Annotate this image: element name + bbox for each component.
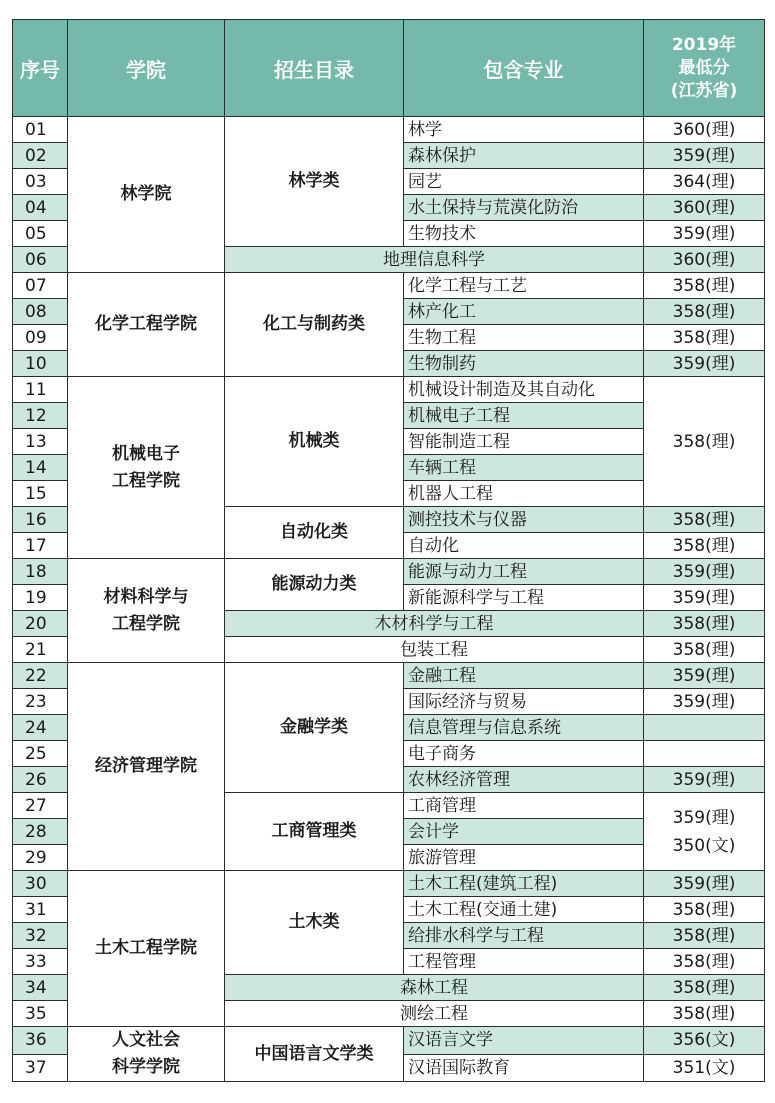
major-cell: 汉语国际教育 [404, 1054, 644, 1082]
score-cell: 358(理) [644, 377, 765, 507]
row-no: 06 [13, 247, 68, 273]
major-cell: 森林工程 [225, 975, 644, 1001]
row-no: 21 [13, 637, 68, 663]
score-cell: 359(理) [644, 351, 765, 377]
table-row [13, 273, 765, 299]
table-row [13, 377, 765, 403]
major-cell: 园艺 [404, 169, 644, 195]
row-no: 04 [13, 195, 68, 221]
score-cell: 358(理) [644, 299, 765, 325]
score-cell: 358(理) [644, 1001, 765, 1027]
row-no: 32 [13, 923, 68, 949]
college-name-line1: 人文社会 [112, 1030, 180, 1050]
college-cell: 土木工程学院 [68, 871, 225, 1027]
row-no: 07 [13, 273, 68, 299]
category-cell: 金融学类 [225, 663, 404, 793]
row-no: 31 [13, 897, 68, 923]
score-cell: 358(理) [644, 611, 765, 637]
score-cell: 360(理) [644, 247, 765, 273]
major-cell: 包装工程 [225, 637, 644, 663]
college-name-line2: 科学学院 [112, 1057, 180, 1077]
header-score-label: 最低分 [678, 57, 730, 78]
row-no: 13 [13, 429, 68, 455]
major-cell: 土木工程(建筑工程) [404, 871, 644, 897]
major-cell: 智能制造工程 [404, 429, 644, 455]
category-cell: 中国语言文学类 [225, 1027, 404, 1082]
row-no: 34 [13, 975, 68, 1001]
score-cell: 359(理) [644, 767, 765, 793]
table-row [13, 1027, 765, 1055]
major-cell: 木材科学与工程 [225, 611, 644, 637]
major-cell: 机器人工程 [404, 481, 644, 507]
score-cell [644, 715, 765, 741]
college-name-line2: 工程学院 [112, 613, 180, 634]
major-cell: 森林保护 [404, 143, 644, 169]
row-no: 12 [13, 403, 68, 429]
major-cell: 金融工程 [404, 663, 644, 689]
category-cell: 能源动力类 [225, 559, 404, 611]
row-no: 20 [13, 611, 68, 637]
table-row [13, 871, 765, 897]
score-cell: 358(理) [644, 975, 765, 1001]
major-cell: 信息管理与信息系统 [404, 715, 644, 741]
score-cell: 359(理) [644, 871, 765, 897]
score-cell: 359(理) [644, 663, 765, 689]
row-no: 17 [13, 533, 68, 559]
row-no: 09 [13, 325, 68, 351]
row-no: 29 [13, 845, 68, 871]
row-no: 05 [13, 221, 68, 247]
major-cell: 机械电子工程 [404, 403, 644, 429]
score-cell [644, 741, 765, 767]
major-cell: 给排水科学与工程 [404, 923, 644, 949]
score-cell: 360(理) [644, 195, 765, 221]
score-science: 359(理) [672, 807, 736, 828]
category-cell: 化工与制药类 [225, 273, 404, 377]
row-no: 24 [13, 715, 68, 741]
major-cell: 生物制药 [404, 351, 644, 377]
row-no: 30 [13, 871, 68, 897]
header-min-score [644, 20, 765, 117]
major-cell: 地理信息科学 [225, 247, 644, 273]
row-no: 10 [13, 351, 68, 377]
college-cell [68, 1027, 225, 1082]
score-cell: 358(理) [644, 923, 765, 949]
college-name-line1: 材料科学与 [103, 586, 189, 607]
row-no: 02 [13, 143, 68, 169]
category-cell: 自动化类 [225, 507, 404, 559]
major-cell: 林产化工 [404, 299, 644, 325]
header-college: 学院 [68, 20, 225, 117]
category-cell: 工商管理类 [225, 793, 404, 871]
college-name-line2: 工程学院 [112, 470, 180, 491]
major-cell: 土木工程(交通土建) [404, 897, 644, 923]
row-no: 35 [13, 1001, 68, 1027]
table-row [13, 117, 765, 143]
major-cell: 电子商务 [404, 741, 644, 767]
major-cell: 车辆工程 [404, 455, 644, 481]
row-no: 37 [13, 1054, 68, 1082]
major-cell: 国际经济与贸易 [404, 689, 644, 715]
row-no: 08 [13, 299, 68, 325]
header-majors: 包含专业 [404, 20, 644, 117]
score-cell: 351(文) [644, 1054, 765, 1082]
score-cell: 358(理) [644, 637, 765, 663]
major-cell: 工程管理 [404, 949, 644, 975]
major-cell: 水土保持与荒漠化防治 [404, 195, 644, 221]
score-cell: 359(理) [644, 559, 765, 585]
category-cell: 林学类 [225, 117, 404, 247]
college-cell: 化学工程学院 [68, 273, 225, 377]
college-name-line1: 机械电子 [112, 443, 180, 464]
major-cell: 能源与动力工程 [404, 559, 644, 585]
score-cell: 358(理) [644, 897, 765, 923]
major-cell: 测绘工程 [225, 1001, 644, 1027]
row-no: 11 [13, 377, 68, 403]
header-catalog: 招生目录 [225, 20, 404, 117]
major-cell: 工商管理 [404, 793, 644, 819]
college-cell [68, 377, 225, 559]
row-no: 26 [13, 767, 68, 793]
major-cell: 旅游管理 [404, 845, 644, 871]
row-no: 22 [13, 663, 68, 689]
row-no: 16 [13, 507, 68, 533]
table-row [13, 663, 765, 689]
header-score-year: 2019年 [671, 34, 737, 55]
major-cell: 新能源科学与工程 [404, 585, 644, 611]
row-no: 03 [13, 169, 68, 195]
header-score-province: (江苏省) [670, 80, 738, 101]
score-cell: 358(理) [644, 273, 765, 299]
major-cell: 林学 [404, 117, 644, 143]
major-cell: 生物工程 [404, 325, 644, 351]
score-cell: 358(理) [644, 949, 765, 975]
row-no: 36 [13, 1027, 68, 1055]
row-no: 01 [13, 117, 68, 143]
row-no: 28 [13, 819, 68, 845]
college-cell: 经济管理学院 [68, 663, 225, 871]
header-no: 序号 [13, 20, 68, 117]
score-cell [644, 793, 765, 871]
row-no: 23 [13, 689, 68, 715]
score-cell: 360(理) [644, 117, 765, 143]
major-cell: 化学工程与工艺 [404, 273, 644, 299]
major-cell: 自动化 [404, 533, 644, 559]
score-cell: 359(理) [644, 689, 765, 715]
major-cell: 汉语言文学 [404, 1027, 644, 1055]
category-cell: 机械类 [225, 377, 404, 507]
row-no: 27 [13, 793, 68, 819]
score-cell: 358(理) [644, 325, 765, 351]
major-cell: 农林经济管理 [404, 767, 644, 793]
score-cell: 359(理) [644, 221, 765, 247]
major-cell: 会计学 [404, 819, 644, 845]
table-header-row [13, 20, 765, 117]
row-no: 33 [13, 949, 68, 975]
college-cell: 林学院 [68, 117, 225, 273]
score-cell: 356(文) [644, 1027, 765, 1055]
category-cell: 土木类 [225, 871, 404, 975]
row-no: 25 [13, 741, 68, 767]
college-cell [68, 559, 225, 663]
score-cell: 359(理) [644, 143, 765, 169]
score-cell: 358(理) [644, 507, 765, 533]
score-cell: 359(理) [644, 585, 765, 611]
major-cell: 测控技术与仪器 [404, 507, 644, 533]
table-row [13, 559, 765, 585]
major-cell: 生物技术 [404, 221, 644, 247]
major-cell: 机械设计制造及其自动化 [404, 377, 644, 403]
admission-score-table [12, 19, 765, 1082]
row-no: 19 [13, 585, 68, 611]
row-no: 15 [13, 481, 68, 507]
score-arts: 350(文) [672, 835, 736, 856]
score-cell: 364(理) [644, 169, 765, 195]
row-no: 18 [13, 559, 68, 585]
score-cell: 358(理) [644, 533, 765, 559]
row-no: 14 [13, 455, 68, 481]
